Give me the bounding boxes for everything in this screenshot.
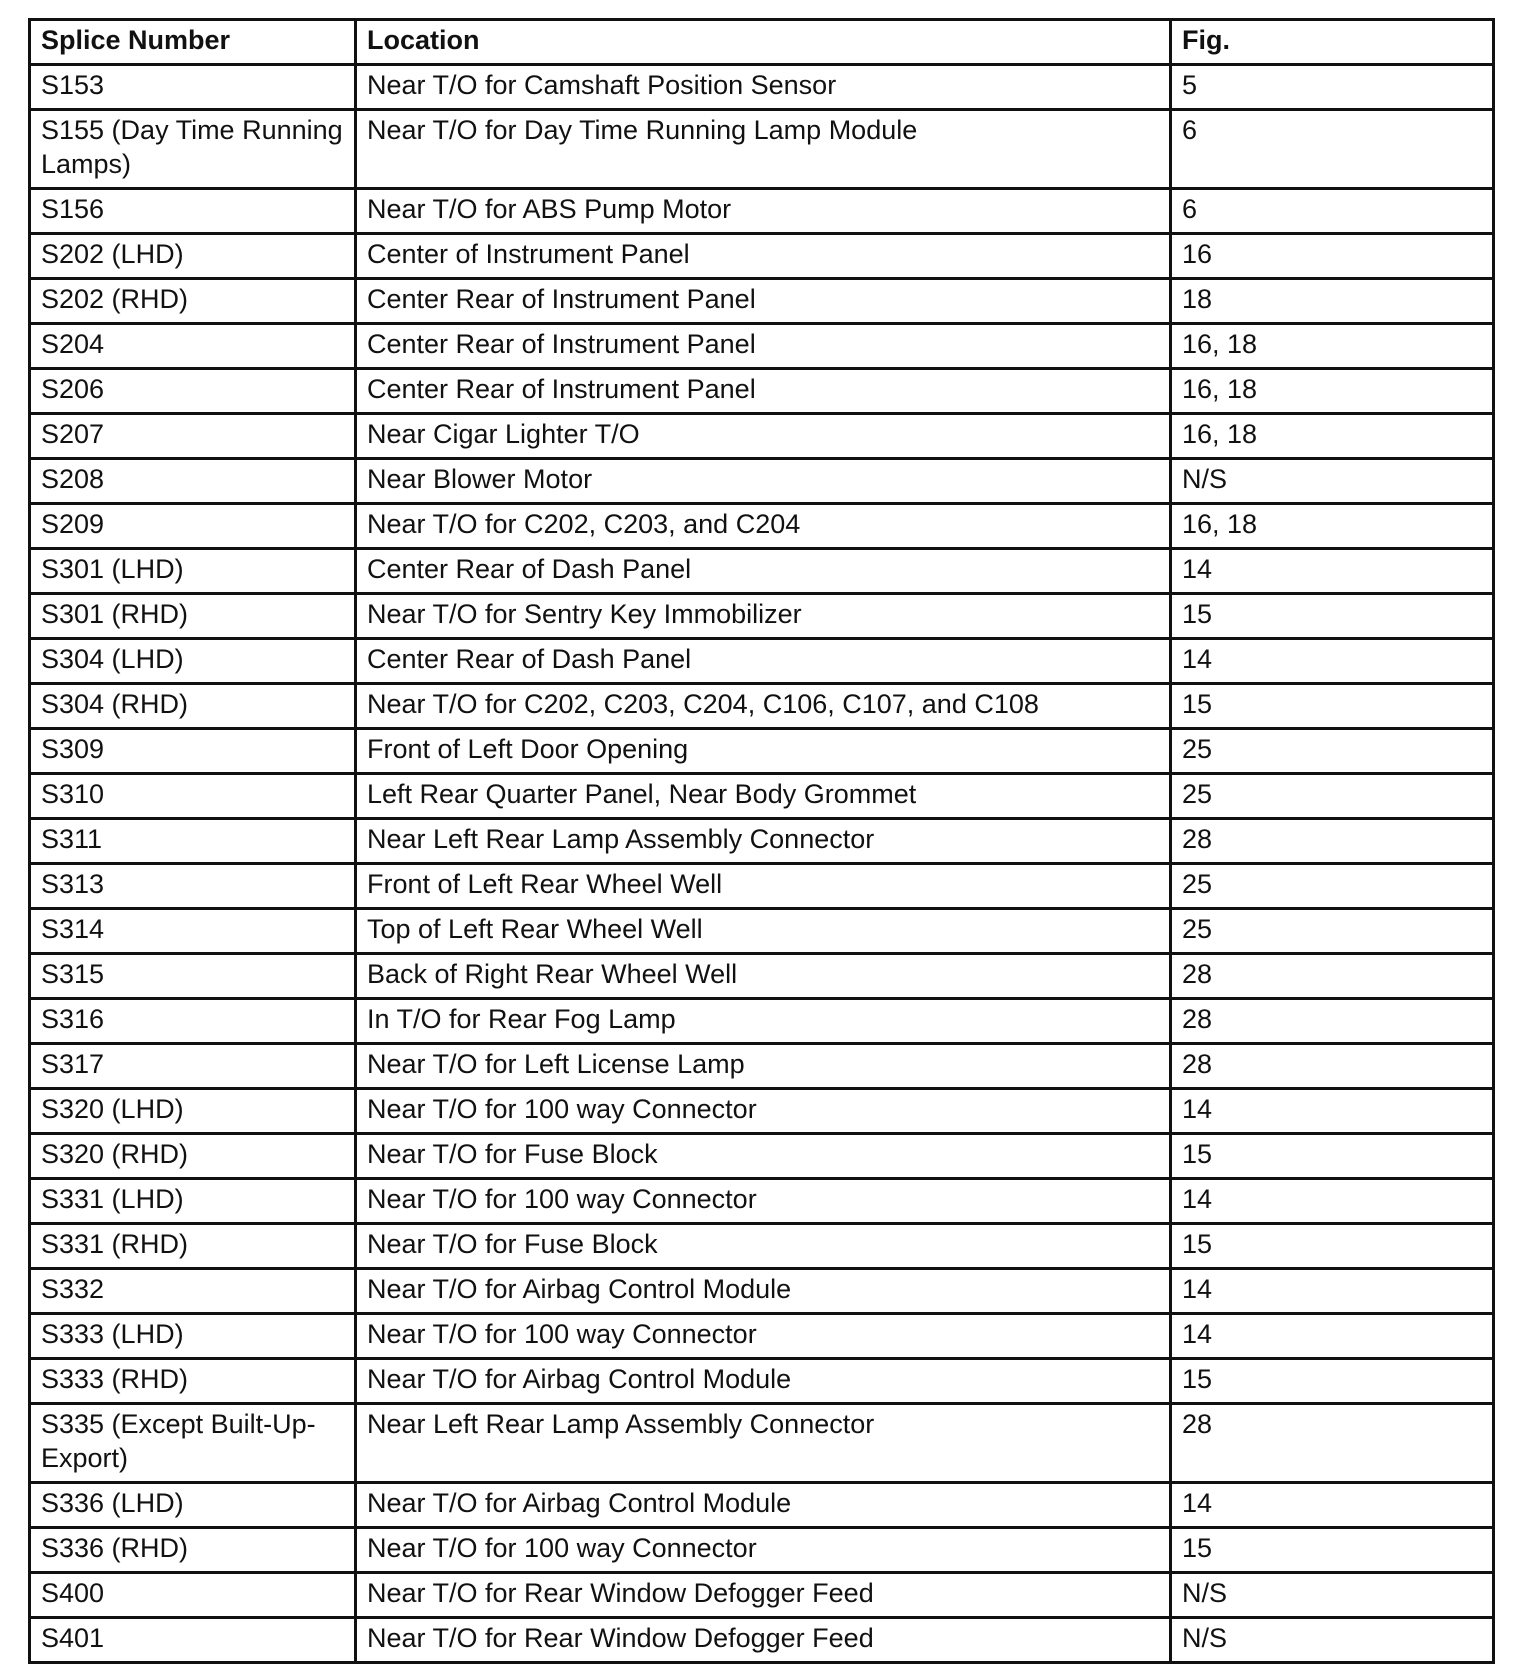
fig-cell: 14: [1171, 1269, 1494, 1314]
fig-cell: N/S: [1171, 459, 1494, 504]
table-row: [30, 459, 1494, 504]
location-cell: Near T/O for Left License Lamp: [356, 1044, 1171, 1089]
fig-cell: 15: [1171, 1134, 1494, 1179]
splice-number-cell: S204: [30, 324, 356, 369]
table-row: [30, 279, 1494, 324]
fig-cell: 15: [1171, 1528, 1494, 1573]
table-row: [30, 234, 1494, 279]
location-cell: Near T/O for 100 way Connector: [356, 1528, 1171, 1573]
location-cell: Near T/O for Rear Window Defogger Feed: [356, 1573, 1171, 1618]
header-fig: Fig.: [1171, 20, 1494, 65]
table-row: [30, 1044, 1494, 1089]
location-cell: Near T/O for 100 way Connector: [356, 1314, 1171, 1359]
splice-number-cell: S304 (RHD): [30, 684, 356, 729]
splice-number-cell: S202 (RHD): [30, 279, 356, 324]
splice-number-cell: S309: [30, 729, 356, 774]
fig-cell: 28: [1171, 1044, 1494, 1089]
table-row: [30, 1179, 1494, 1224]
splice-number-cell: S333 (RHD): [30, 1359, 356, 1404]
location-cell: Left Rear Quarter Panel, Near Body Grommet: [356, 774, 1171, 819]
table-row: [30, 1359, 1494, 1404]
fig-cell: 14: [1171, 639, 1494, 684]
fig-cell: 16, 18: [1171, 504, 1494, 549]
fig-cell: 14: [1171, 1089, 1494, 1134]
splice-number-cell: S310: [30, 774, 356, 819]
splice-number-cell: S331 (LHD): [30, 1179, 356, 1224]
splice-number-cell: S314: [30, 909, 356, 954]
splice-number-cell: S320 (LHD): [30, 1089, 356, 1134]
fig-cell: 25: [1171, 729, 1494, 774]
location-cell: Near T/O for Fuse Block: [356, 1224, 1171, 1269]
fig-cell: 14: [1171, 1483, 1494, 1528]
location-cell: Near T/O for Day Time Running Lamp Module: [356, 110, 1171, 189]
location-cell: Front of Left Door Opening: [356, 729, 1171, 774]
location-cell: Near T/O for Airbag Control Module: [356, 1483, 1171, 1528]
splice-number-cell: S333 (LHD): [30, 1314, 356, 1359]
location-cell: Center Rear of Instrument Panel: [356, 369, 1171, 414]
table-row: [30, 954, 1494, 999]
fig-cell: 28: [1171, 999, 1494, 1044]
location-cell: Top of Left Rear Wheel Well: [356, 909, 1171, 954]
splice-number-cell: S155 (Day Time Running Lamps): [30, 110, 356, 189]
location-cell: Near Left Rear Lamp Assembly Connector: [356, 1404, 1171, 1483]
table-row: [30, 594, 1494, 639]
location-cell: In T/O for Rear Fog Lamp: [356, 999, 1171, 1044]
splice-number-cell: S202 (LHD): [30, 234, 356, 279]
table-row: [30, 1528, 1494, 1573]
fig-cell: N/S: [1171, 1618, 1494, 1663]
location-cell: Near T/O for Fuse Block: [356, 1134, 1171, 1179]
fig-cell: 6: [1171, 110, 1494, 189]
table-row: [30, 819, 1494, 864]
fig-cell: 16: [1171, 234, 1494, 279]
splice-number-cell: S207: [30, 414, 356, 459]
table-row: [30, 324, 1494, 369]
table-row: [30, 1483, 1494, 1528]
location-cell: Center of Instrument Panel: [356, 234, 1171, 279]
splice-number-cell: S331 (RHD): [30, 1224, 356, 1269]
fig-cell: 14: [1171, 1314, 1494, 1359]
fig-cell: 18: [1171, 279, 1494, 324]
location-cell: Near T/O for Airbag Control Module: [356, 1359, 1171, 1404]
fig-cell: 15: [1171, 1359, 1494, 1404]
location-cell: Near T/O for Camshaft Position Sensor: [356, 65, 1171, 110]
table-row: [30, 504, 1494, 549]
fig-cell: 25: [1171, 909, 1494, 954]
table-row: [30, 1314, 1494, 1359]
splice-number-cell: S401: [30, 1618, 356, 1663]
splice-number-cell: S208: [30, 459, 356, 504]
table-row: [30, 864, 1494, 909]
location-cell: Center Rear of Instrument Panel: [356, 324, 1171, 369]
table-row: [30, 729, 1494, 774]
splice-number-cell: S301 (LHD): [30, 549, 356, 594]
fig-cell: 14: [1171, 1179, 1494, 1224]
location-cell: Near T/O for 100 way Connector: [356, 1179, 1171, 1224]
location-cell: Near Cigar Lighter T/O: [356, 414, 1171, 459]
table-row: [30, 65, 1494, 110]
table-row: [30, 414, 1494, 459]
table-row: [30, 1404, 1494, 1483]
splice-number-cell: S156: [30, 189, 356, 234]
splice-number-cell: S320 (RHD): [30, 1134, 356, 1179]
splice-number-cell: S209: [30, 504, 356, 549]
table-row: [30, 999, 1494, 1044]
location-cell: Near T/O for 100 way Connector: [356, 1089, 1171, 1134]
table-row: [30, 1089, 1494, 1134]
fig-cell: 5: [1171, 65, 1494, 110]
fig-cell: N/S: [1171, 1573, 1494, 1618]
splice-number-cell: S153: [30, 65, 356, 110]
header-splice-number: Splice Number: [30, 20, 356, 65]
splice-number-cell: S336 (LHD): [30, 1483, 356, 1528]
table-header-row: [30, 20, 1494, 65]
splice-number-cell: S301 (RHD): [30, 594, 356, 639]
fig-cell: 15: [1171, 684, 1494, 729]
fig-cell: 14: [1171, 549, 1494, 594]
table-row: [30, 1224, 1494, 1269]
table-row: [30, 110, 1494, 189]
table-row: [30, 549, 1494, 594]
table-row: [30, 189, 1494, 234]
table-row: [30, 639, 1494, 684]
splice-number-cell: S206: [30, 369, 356, 414]
fig-cell: 16, 18: [1171, 414, 1494, 459]
table-row: [30, 1134, 1494, 1179]
location-cell: Center Rear of Dash Panel: [356, 639, 1171, 684]
location-cell: Near Blower Motor: [356, 459, 1171, 504]
location-cell: Front of Left Rear Wheel Well: [356, 864, 1171, 909]
splice-number-cell: S315: [30, 954, 356, 999]
table-row: [30, 1573, 1494, 1618]
splice-number-cell: S332: [30, 1269, 356, 1314]
splice-number-cell: S316: [30, 999, 356, 1044]
splice-number-cell: S400: [30, 1573, 356, 1618]
location-cell: Center Rear of Instrument Panel: [356, 279, 1171, 324]
fig-cell: 15: [1171, 594, 1494, 639]
location-cell: Near T/O for C202, C203, C204, C106, C107, and C108: [356, 684, 1171, 729]
fig-cell: 25: [1171, 864, 1494, 909]
table-row: [30, 369, 1494, 414]
fig-cell: 28: [1171, 1404, 1494, 1483]
splice-number-cell: S313: [30, 864, 356, 909]
splice-location-table: [28, 18, 1495, 1664]
table-row: [30, 909, 1494, 954]
table-row: [30, 774, 1494, 819]
location-cell: Back of Right Rear Wheel Well: [356, 954, 1171, 999]
table-row: [30, 1618, 1494, 1663]
fig-cell: 15: [1171, 1224, 1494, 1269]
fig-cell: 6: [1171, 189, 1494, 234]
splice-number-cell: S336 (RHD): [30, 1528, 356, 1573]
fig-cell: 16, 18: [1171, 324, 1494, 369]
header-location: Location: [356, 20, 1171, 65]
table-body: [30, 65, 1494, 1663]
splice-number-cell: S317: [30, 1044, 356, 1089]
location-cell: Near T/O for ABS Pump Motor: [356, 189, 1171, 234]
table-row: [30, 1269, 1494, 1314]
location-cell: Center Rear of Dash Panel: [356, 549, 1171, 594]
splice-number-cell: S304 (LHD): [30, 639, 356, 684]
table-row: [30, 684, 1494, 729]
fig-cell: 16, 18: [1171, 369, 1494, 414]
location-cell: Near Left Rear Lamp Assembly Connector: [356, 819, 1171, 864]
location-cell: Near T/O for Rear Window Defogger Feed: [356, 1618, 1171, 1663]
location-cell: Near T/O for Airbag Control Module: [356, 1269, 1171, 1314]
fig-cell: 28: [1171, 819, 1494, 864]
location-cell: Near T/O for Sentry Key Immobilizer: [356, 594, 1171, 639]
fig-cell: 28: [1171, 954, 1494, 999]
location-cell: Near T/O for C202, C203, and C204: [356, 504, 1171, 549]
fig-cell: 25: [1171, 774, 1494, 819]
splice-number-cell: S335 (Except Built-Up-Export): [30, 1404, 356, 1483]
splice-number-cell: S311: [30, 819, 356, 864]
